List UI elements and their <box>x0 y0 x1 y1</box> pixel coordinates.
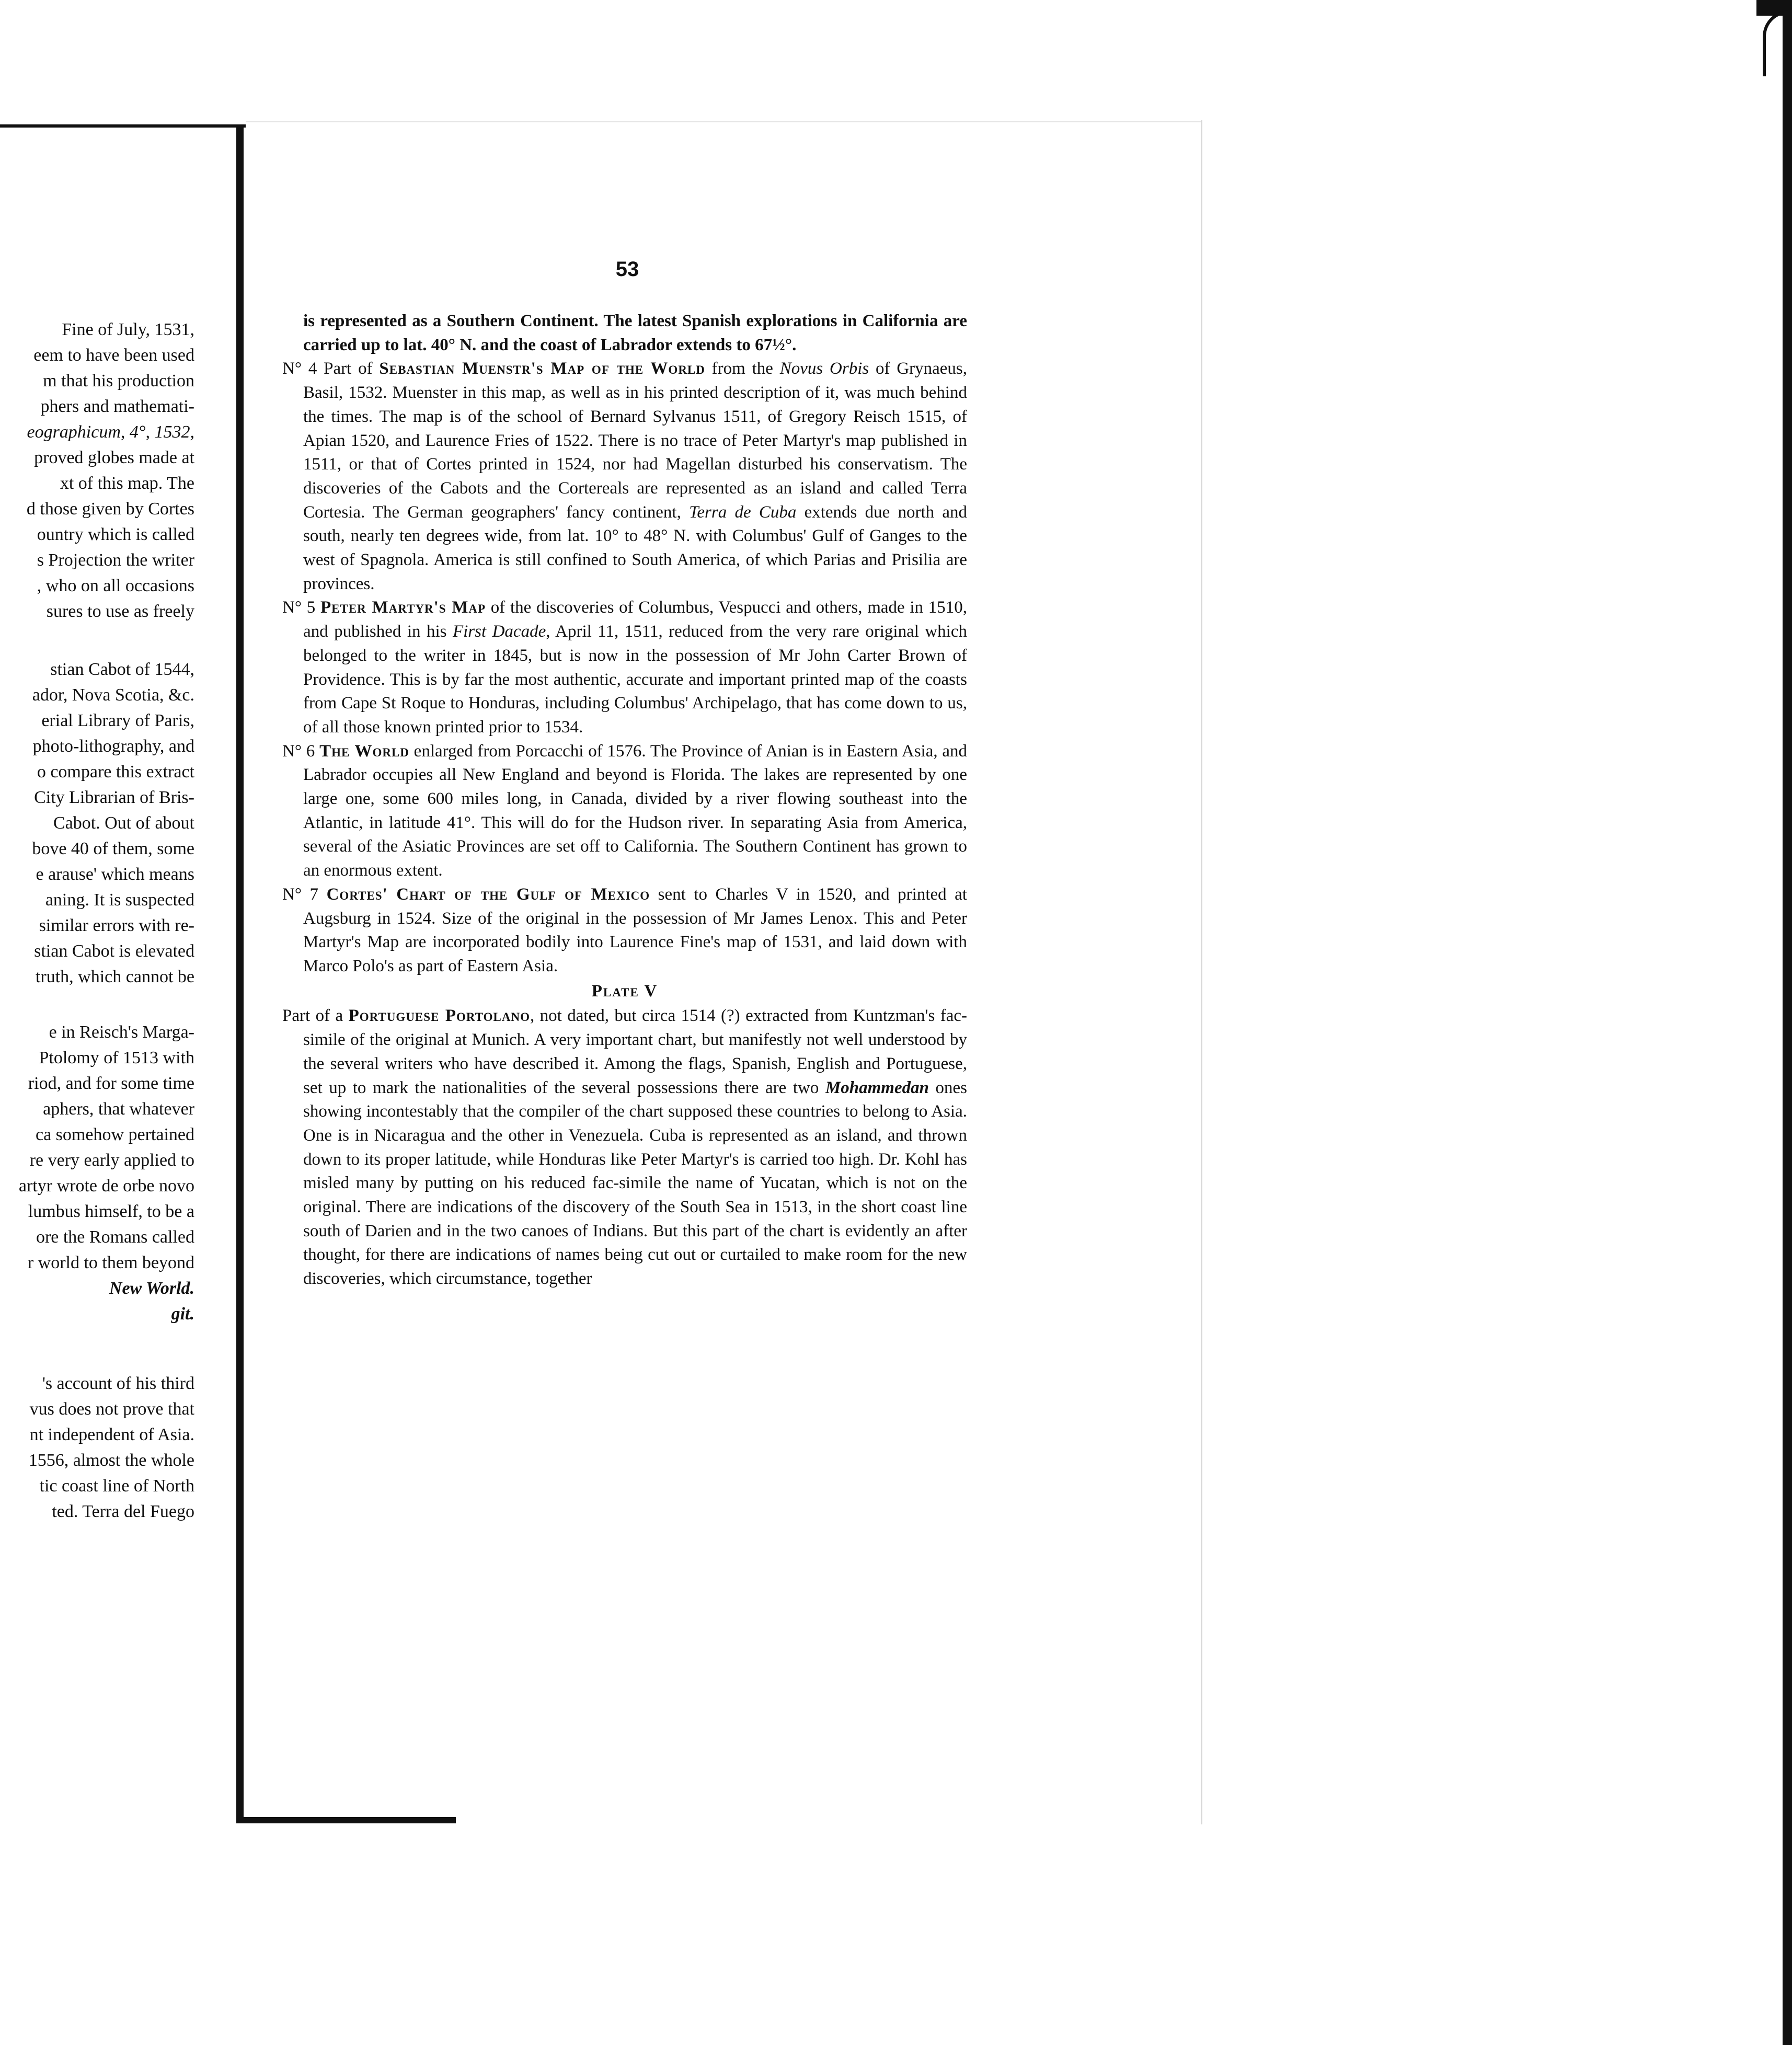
left-line: proved globes made at <box>34 448 194 467</box>
entry-number: N° 7 <box>282 884 319 904</box>
entry-text: ones showing incontestably that the compiler of the chart supposed these countries to belong to Asia. One is in Nicaragua and the other in Venezuela. Cuba is represented as an island, and thrown down to its proper latitude, while Honduras like Peter Martyr's is carried too high. Dr. Kohl has misled many by putting on his reduced fac-simile the name of Yucatan, which is not on the original. There are indications of the discovery of the South Sea in 1513, in the short coast line south of Darien and in the two canoes of Indians. But this part of the chart is evidently an after thought, for there are indications of names being cut out or curtailed to make room for the new discoveries, which circumstance, together <box>303 1078 967 1289</box>
left-line: similar errors with re- <box>39 916 194 935</box>
left-line: xt of this map. The <box>60 474 194 493</box>
left-line: s Projection the writer <box>37 550 194 570</box>
entry-title: Portuguese Portolano <box>348 1006 530 1026</box>
left-line: truth, which cannot be <box>35 967 194 986</box>
entry-text: enlarged from Porcacchi of 1576. The Province of Anian is in Eastern Asia, and Labrador occupies all New England and beyond is Florida. The lakes are represented by one large one, some 600 miles long, in Canada, divided by a river flowing southeast into the Atlantic, in latitude 41°. This will do for the Hudson river. In separating Asia from America, several of the Asiatic Provinces are set off to California. The Southern Continent has grown to an enormous extent. <box>303 741 968 880</box>
entry-title: Peter Martyr's Map <box>320 598 486 617</box>
entry-no-4 <box>282 357 967 596</box>
entry-italic: Novus Orbis <box>779 359 869 378</box>
left-line: vus does not prove that <box>29 1399 194 1419</box>
left-page-block-4 <box>0 1371 194 1524</box>
scan-border-curl <box>1763 10 1792 76</box>
entry-text: Part of <box>317 359 380 378</box>
left-line: Cabot. Out of about <box>53 813 194 833</box>
entry-title: Sebastian Muenstr's Map of the World <box>379 359 705 378</box>
left-page-bottom-border <box>236 1817 456 1823</box>
plate-heading: Plate V <box>591 981 658 1001</box>
left-line: aphers, that whatever <box>43 1099 194 1119</box>
entry-text: , April 11, 1511, reduced from the very rare original which belonged to the writer in 1845, but is now in the possession of Mr John Carter Brown of Providence. This is by far the most authentic, accurate and important printed map of the coasts from Cape St Roque to Honduras, including Columbus' Archipelago, that has come down to us, of all those known printed prior to 1534. <box>303 622 967 737</box>
left-line: m that his production <box>43 371 194 390</box>
left-line: , who on all occasions <box>37 576 194 595</box>
page-edge-right <box>1201 120 1202 1824</box>
left-line: o compare this extract <box>37 762 194 782</box>
left-line: bove 40 of them, some <box>32 839 194 858</box>
left-line: re very early applied to <box>29 1151 194 1170</box>
left-line: lumbus himself, to be a <box>28 1202 194 1221</box>
left-line: d those given by Cortes <box>26 499 194 519</box>
entry-number: N° 5 <box>282 598 316 617</box>
left-page-top-border <box>0 124 246 128</box>
page-number: 53 <box>615 258 639 281</box>
left-page-block-2 <box>0 657 194 990</box>
plate-5-description <box>282 1004 967 1291</box>
left-line: phers and mathemati- <box>40 397 194 416</box>
intro-paragraph: is represented as a Southern Continent. The latest Spanish explorations in California are carried up to lat. 40° N. and the coast of Labrador extends to 67½°. <box>303 312 967 354</box>
left-line: photo-lithography, and <box>32 737 194 756</box>
entry-text: of the discoveries of Columbus, Vespucci and others, made in 1510, and published in his <box>303 598 968 641</box>
entry-no-6 <box>282 740 967 883</box>
scan-border-right <box>1783 0 1792 2045</box>
page-edge-top <box>246 121 1202 122</box>
left-line: ted. Terra del Fuego <box>52 1502 194 1521</box>
entry-italic: First Dacade <box>452 622 546 641</box>
left-page-binding-border <box>236 128 244 1823</box>
entry-italic: Mohammedan <box>825 1078 929 1097</box>
left-line: ore the Romans called <box>36 1227 194 1247</box>
entry-text: Part of a <box>282 1006 349 1026</box>
left-line: ca somehow pertained <box>36 1125 194 1144</box>
left-line: eographicum, 4°, 1532, <box>27 422 194 442</box>
left-line: artyr wrote de orbe novo <box>18 1176 194 1196</box>
left-line: e arause' which means <box>36 865 194 884</box>
left-line: nt independent of Asia. <box>29 1425 194 1444</box>
entry-text: of Grynaeus, Basil, 1532. Muenster in this map, as well as in his printed description of it, was much behind the times. The map is of the school of Bernard Sylvanus 1511, of Gregory Reisch 1515, of Apian 1520, and Laurence Fries of 1522. There is no trace of Peter Martyr's map published in 1511, or that of Cortes printed in 1524, nor had Magellan disturbed his conservatism. The discoveries of the Cabots and the Cortereals are represented as an island and called Terra Cortesia. The German geographers' fancy continent, <box>303 359 968 522</box>
left-line: aning. It is suspected <box>45 890 194 910</box>
entry-number: N° 6 <box>282 741 315 761</box>
left-line: ador, Nova Scotia, &c. <box>32 685 194 705</box>
entry-title: The World <box>319 741 409 761</box>
entry-text: , not dated, but circa 1514 (?) extracted from Kuntzman's fac-simile of the original at Munich. A very important chart, but manifestly not well understood by the several writers who have described it. Among the flags, Spanish, English and Portuguese, set up to mark the nationalities of the several possessions there are two <box>303 1006 968 1097</box>
right-page-text <box>282 309 967 1291</box>
entry-text: sent to Charles V in 1520, and printed at Augsburg in 1524. Size of the original in the possession of Mr James Lenox. This and Peter Martyr's Map are incorporated bodily into Laurence Fine's map of 1531, and laid down with Marco Polo's as part of Eastern Asia. <box>303 884 967 975</box>
entry-number: N° 4 <box>282 359 317 378</box>
left-line: ountry which is called <box>37 525 194 544</box>
entry-italic: Terra de Cuba <box>689 502 797 522</box>
entry-no-5 <box>282 596 967 739</box>
left-line: tic coast line of North <box>39 1476 194 1496</box>
left-line: eem to have been used <box>33 346 194 365</box>
left-line: New World. <box>109 1279 194 1298</box>
left-line: sures to use as freely <box>46 602 194 621</box>
left-line: erial Library of Paris, <box>41 711 194 730</box>
left-line: City Librarian of Bris- <box>34 788 194 807</box>
left-line: 's account of his third <box>42 1374 194 1393</box>
left-line: stian Cabot is elevated <box>34 941 194 961</box>
left-line: Fine of July, 1531, <box>62 320 194 339</box>
left-line: e in Reisch's Marga- <box>49 1022 194 1042</box>
left-line: 1556, almost the whole <box>28 1451 194 1470</box>
left-line: stian Cabot of 1544, <box>50 660 194 679</box>
entry-title: Cortes' Chart of the Gulf of Mexico <box>326 884 650 904</box>
left-page-block-1 <box>0 317 194 624</box>
entry-text: extends due north and south, nearly ten degrees wide, from lat. 10° to 48° N. with Columbus' Gulf of Ganges to the west of Spagnola. America is still confined to South America, of which Parias and Prisilia are provinces. <box>303 502 967 593</box>
left-line: riod, and for some time <box>28 1074 194 1093</box>
left-line: git. <box>171 1304 194 1324</box>
left-line: Ptolomy of 1513 with <box>39 1048 194 1067</box>
left-line: r world to them beyond <box>27 1253 194 1272</box>
left-page-block-3 <box>0 1019 194 1327</box>
entry-text: from the <box>705 359 780 378</box>
entry-no-7 <box>282 883 967 979</box>
